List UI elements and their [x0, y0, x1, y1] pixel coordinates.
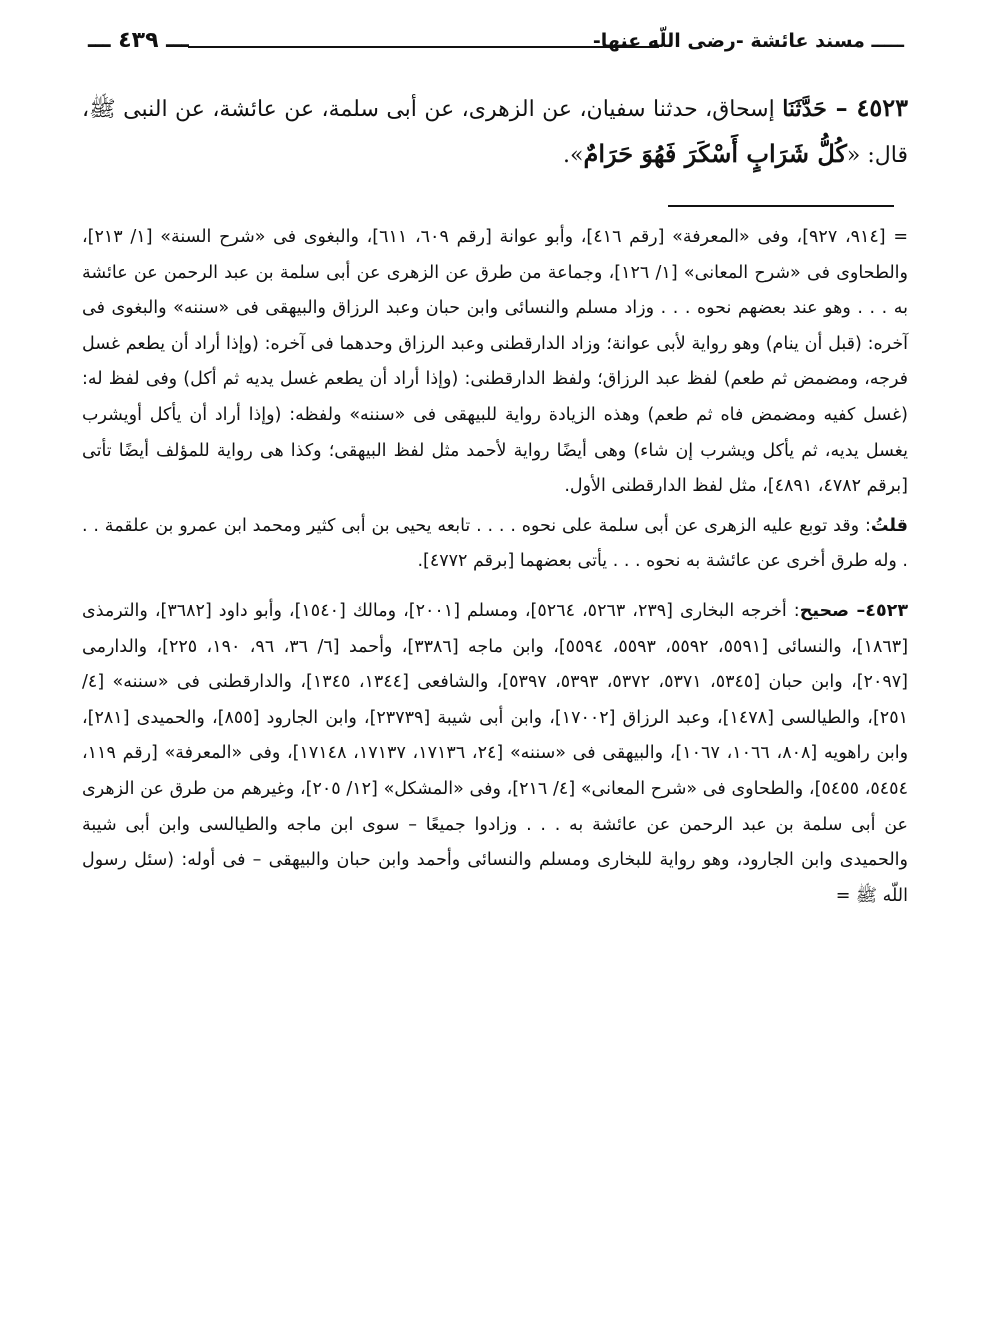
page-number: ـــ ٤٣٩ ـــ: [88, 28, 189, 53]
hadith-text: [82, 86, 908, 178]
footnotes: [82, 220, 908, 914]
qultu-label: قلتُ: [870, 515, 908, 536]
header-title: ـــــ مسند عائشة -رضى اللّه عنها-: [592, 30, 904, 52]
hadith-number: ٤٥٢٣ –: [826, 93, 908, 122]
hadith-lead: حَدَّثَنَا: [782, 96, 827, 122]
hadith-isnad: إسحاق، حدثنا سفيان، عن الزهرى، عن أبى سلمة، عن عائشة، عن النبى ﷺ، قال: «: [82, 97, 908, 168]
footnote-separator: [668, 205, 894, 207]
qultu-text: : وقد توبع عليه الزهرى عن أبى سلمة على نحوه . . . . تابعه يحيى بن أبى كثير ومحمد ابن عمرو بن علقمة . . . وله طرق أخرى عن عائشة به نحوه . . . يأتى بعضهما [برقم ٤٧٧٢].: [82, 515, 908, 572]
footnote-continued: [82, 220, 908, 505]
running-header: [88, 24, 904, 64]
takhrij-label: ٤٥٢٣– صحيح: [799, 600, 909, 621]
footnote-takhrij: [82, 594, 908, 914]
hadith-closing: ».: [563, 143, 584, 168]
hadith-matn: كُلُّ شَرَابٍ أَسْكَرَ فَهُوَ حَرَامٌ: [583, 139, 847, 168]
header-rule: [188, 46, 659, 48]
continuation-end-mark: =: [835, 885, 856, 906]
takhrij-text: : أخرجه البخارى [٢٣٩، ٥٢٦٣، ٥٢٦٤]، ومسلم [٢٠٠١]، ومالك [١٥٤٠]، وأبو داود [٣٦٨٢]، والترمذى [١٨٦٣]، والنسائى [٥٥٩١، ٥٥٩٢، ٥٥٩٣، ٥٥٩٤]، وابن ماجه [٣٣٨٦]، وأحمد [٦/ ٣٦، ٩٦، ١٩٠، ٢٢٥]، والدارمى [٢٠٩٧]، وابن حبان [٥٣٤٥، ٥٣٧١، ٥٣٧٢، ٥٣٩٣، ٥٣٩٧]، والشافعى [١٣٤٤، ١٣٤٥]، والدارقطنى فى «سننه» [٤/ ٢٥١]، والطيالسى [١٤٧٨]، وعبد الرزاق [١٧٠٠٢]، وابن أبى شيبة [٢٣٧٣٩]، وابن الجارود [٨٥٥]، والحميدى [٢٨١]، وابن راهويه [٨٠٨، ١٠٦٦، ١٠٦٧]، والبيهقى فى «سننه» [٢٤، ١٧١٣٦، ١٧١٣٧، ١٧١٤٨]، وفى «المعرفة» [رقم ١١٩، ٥٤٥٤، ٥٤٥٥]، والطحاوى فى «شرح المعانى» [٤/ ٢١٦]، وفى «المشكل» [١٢/ ٢٠٥]، وغيرهم من طرق عن الزهرى عن أبى سلمة بن عبد الرحمن عن عائشة به . . . وزادوا جميعًا – سوى ابن ماجه والطيالسى وابن أبى شيبة والحميدى وابن الجارود، وهو رواية للبخارى ومسلم والنسائى وأحمد وابن حبان والبيهقى – فى أوله: (سئل رسول اللّه ﷺ: [82, 600, 909, 906]
continuation-mark: =: [885, 227, 908, 247]
footnote-continued-text: [٩١٤، ٩٢٧]، وفى «المعرفة» [رقم ٤١٦]، وأبو عوانة [رقم ٦٠٩، ٦١١]، والبغوى فى «شرح السنة» [١/ ٢١٣]، والطحاوى فى «شرح المعانى» [١/ ١٢٦]، وجماعة من طرق عن الزهرى عن أبى سلمة بن عبد الرحمن عن عائشة به . . . وهو عند بعضهم نحوه . . . وزاد مسلم والنسائى وابن حبان وعبد الرزاق والبيهقى فى «سننه» والبغوى فى آخره: (قبل أن ينام) وهو رواية لأبى عوانة؛ وزاد الدارقطنى وعبد الرزاق وحدهما فى آخره: (وإذا أراد أن يطعم غسل فرجه، ومضمض ثم طعم) لفظ عبد الرزاق؛ ولفظ الدارقطنى: (وإذا أراد أن يطعم غسل يديه ثم أكل) وفى لفظ له: (غسل كفيه ومضمض فاه ثم طعم) وهذه الزيادة رواية للبيهقى فى «سننه» ولفظه: (وإذا أراد أن يأكل أويشرب يغسل يديه، ثم يأكل ويشرب إن شاء) وهى أيضًا رواية لأحمد مثل لفظ البيهقى؛ وكذا هى رواية للمؤلف أيضًا تأتى [برقم ٤٧٨٢، ٤٨٩١]، مثل لفظ الدارقطنى الأول.: [82, 227, 908, 497]
footnote-qultu: [82, 509, 908, 580]
